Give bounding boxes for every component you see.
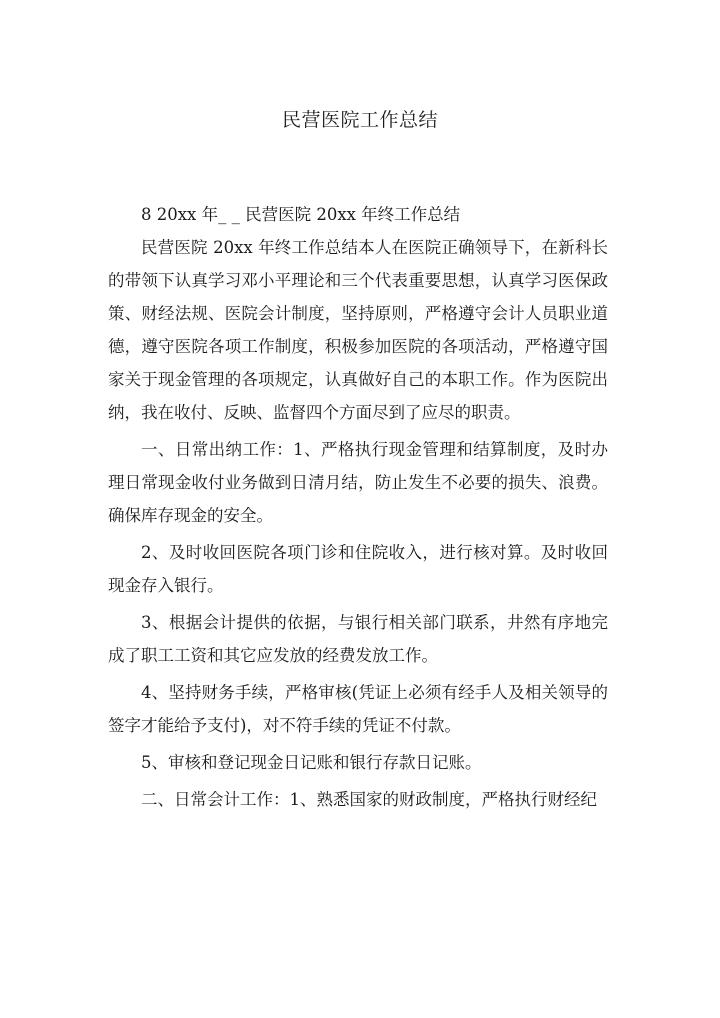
- paragraph-section-2: 二、日常会计工作：1、熟悉国家的财政制度，严格执行财经纪: [141, 790, 597, 809]
- document-title: 民营医院工作总结: [281, 109, 438, 131]
- paragraph-item-3: 3、根据会计提供的依据，与银行相关部门联系，井然有序地完成了职工工资和其它应发放的经费发放工作。: [108, 613, 608, 665]
- paragraph-section-1: 一、日常出纳工作：1、严格执行现金管理和结算制度，及时办理日常现金收付业务做到日清月结，防止发生不必要的损失、浪费。确保库存现金的安全。: [108, 440, 608, 525]
- paragraph-item-2: 2、及时收回医院各项门诊和住院收入，进行核对算。及时收回现金存入银行。: [108, 543, 608, 595]
- paragraph-item-4: 4、坚持财务手续，严格审核(凭证上必须有经手人及相关领导的签字才能给予支付)，对不符手续的凭证不付款。: [108, 683, 608, 735]
- document-body: [108, 198, 608, 820]
- paragraph-item-5: 5、审核和登记现金日记账和银行存款日记账。: [141, 753, 482, 772]
- paragraph-intro: 民营医院 20xx 年终工作总结本人在医院正确领导下，在新科长的带领下认真学习邓小平理论和三个代表重要思想，认真学习医保政策、财经法规、医院会计制度，坚持原则，严格遵守会计人员职业道德，遵守医院各项工作制度，积极参加医院的各项活动，严格遵守国家关于现金管理的各项规定，认真做好自己的本职工作。作为医院出纳，我在收付、反映、监督四个方面尽到了应尽的职责。: [108, 238, 608, 422]
- document-subtitle: 8 20xx 年_ _ 民营医院 20xx 年终工作总结: [141, 205, 461, 224]
